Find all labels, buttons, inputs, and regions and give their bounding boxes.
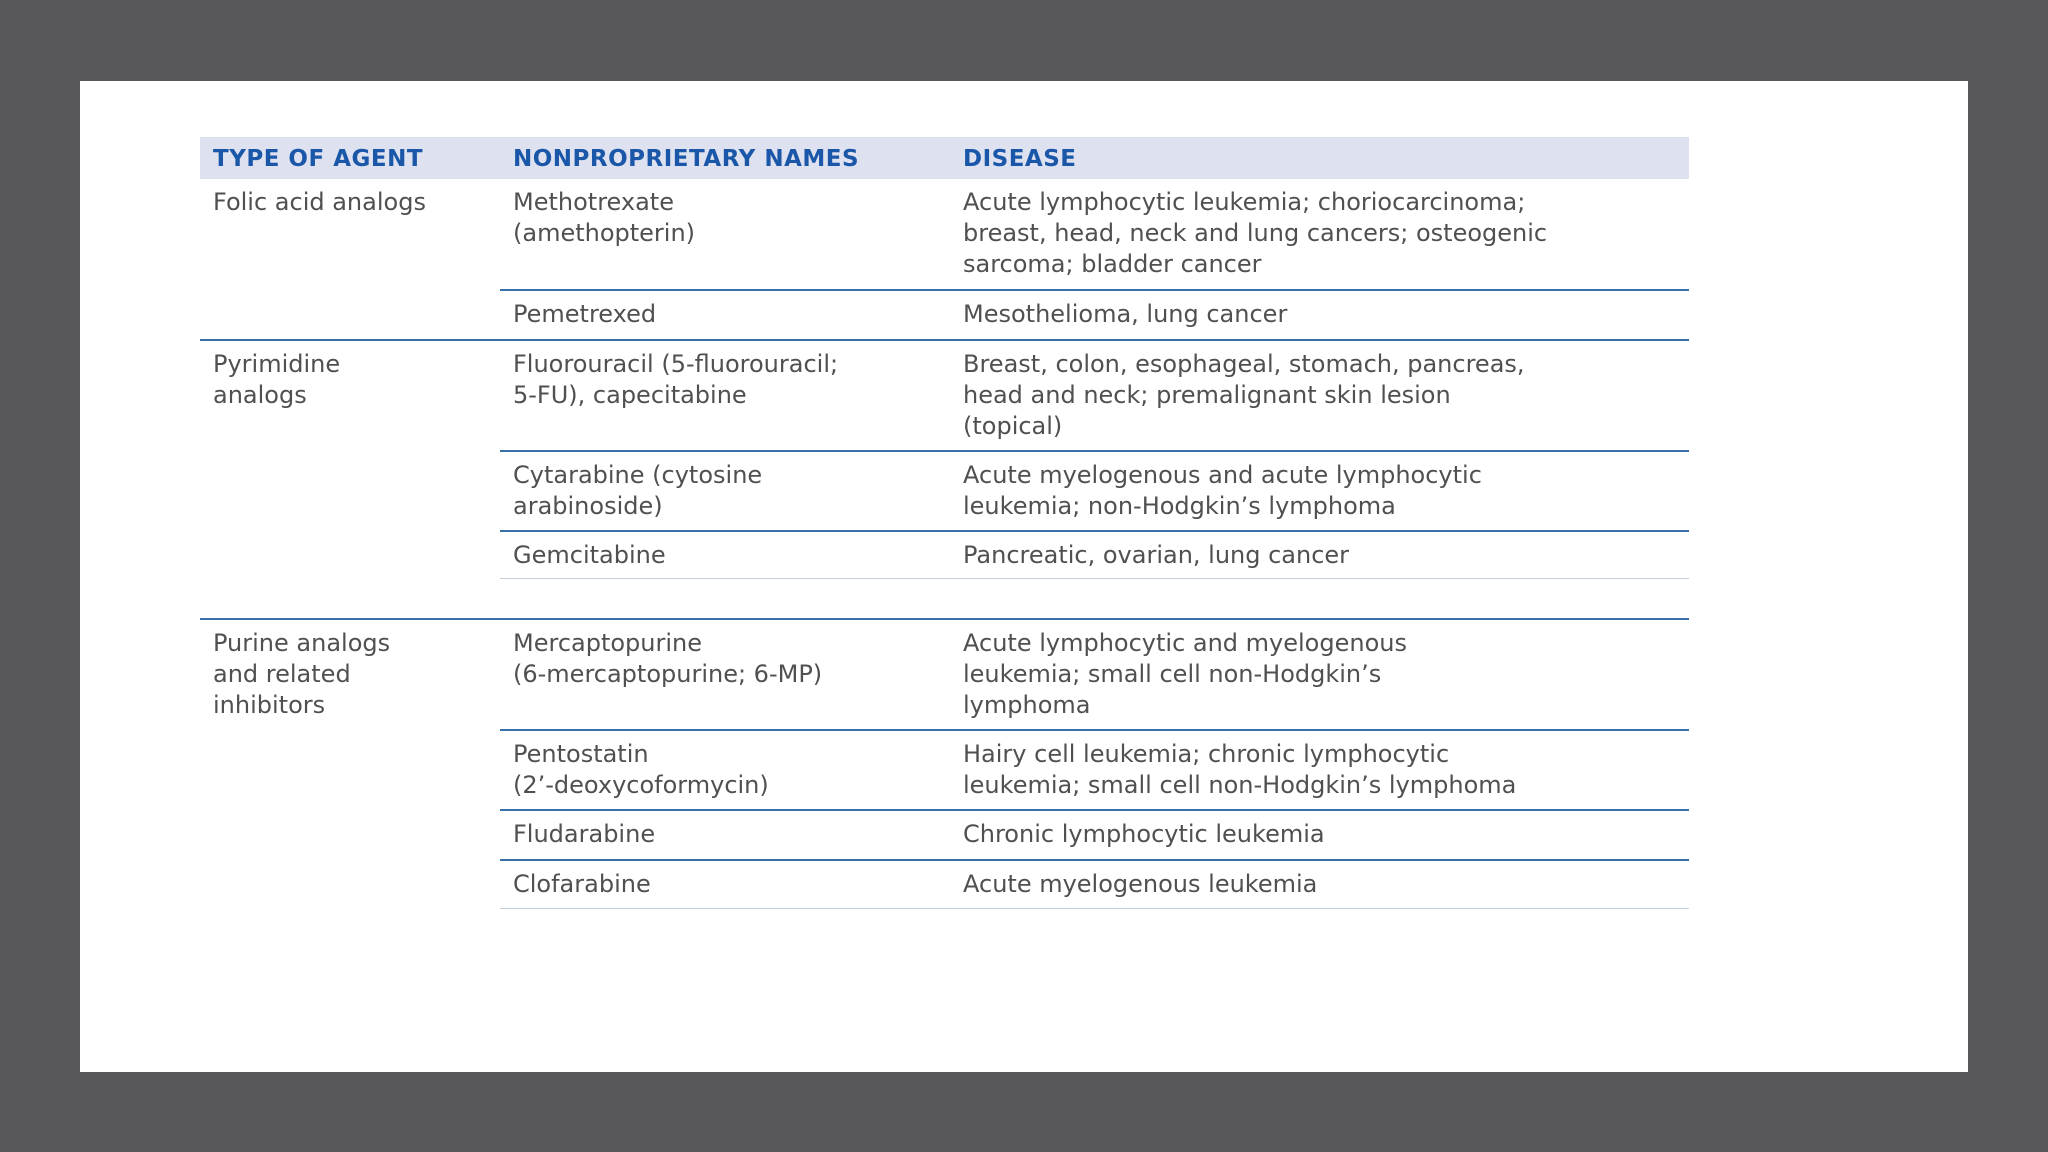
- names-cell: Fluorouracil (5-fluorouracil; 5-FU), capecitabine: [513, 350, 839, 409]
- table-row: [200, 291, 1689, 341]
- drug-table: [200, 137, 1689, 909]
- disease-cell: Hairy cell leukemia; chronic lymphocytic leukemia; small cell non-Hodgkin’s lymphoma: [963, 740, 1517, 799]
- names-cell: Clofarabine: [513, 870, 651, 898]
- table-row: [200, 179, 1689, 291]
- disease-cell: Pancreatic, ovarian, lung cancer: [963, 541, 1350, 569]
- disease-cell: Acute myelogenous leukemia: [963, 870, 1318, 898]
- names-cell: Fludarabine: [513, 820, 656, 848]
- type-cell: Pyrimidine analogs: [213, 350, 341, 409]
- disease-cell: Acute lymphocytic leukemia; choriocarcinoma; breast, head, neck and lung cancers; osteogenic sarcoma; bladder cancer: [963, 188, 1548, 278]
- row-divider: [500, 908, 1689, 910]
- table-row: [200, 532, 1689, 579]
- table-row: [200, 452, 1689, 532]
- table-row: [200, 341, 1689, 452]
- disease-cell: Acute lymphocytic and myelogenous leukemia; small cell non-Hodgkin’s lymphoma: [963, 629, 1407, 719]
- disease-cell: Acute myelogenous and acute lymphocytic leukemia; non-Hodgkin’s lymphoma: [963, 461, 1482, 520]
- type-cell: Folic acid analogs: [213, 188, 426, 216]
- names-cell: Pemetrexed: [513, 300, 657, 328]
- disease-cell: Chronic lymphocytic leukemia: [963, 820, 1325, 848]
- disease-cell: Breast, colon, esophageal, stomach, pancreas, head and neck; premalignant skin lesion (topical): [963, 350, 1525, 440]
- table-row: [200, 731, 1689, 811]
- disease-cell: Mesothelioma, lung cancer: [963, 300, 1288, 328]
- header-type-of-agent: TYPE OF AGENT: [213, 146, 424, 172]
- table-row: [200, 620, 1689, 731]
- names-cell: Gemcitabine: [513, 541, 666, 569]
- table-row: [200, 861, 1689, 909]
- table-header: [200, 137, 1689, 179]
- slide: [80, 81, 1968, 1072]
- names-cell: Pentostatin (2’-deoxycoformycin): [513, 740, 769, 799]
- type-cell: Purine analogs and related inhibitors: [213, 629, 391, 719]
- spacer-row: [200, 579, 1689, 620]
- names-cell: Cytarabine (cytosine arabinoside): [513, 461, 763, 520]
- table-row: [200, 811, 1689, 861]
- names-cell: Methotrexate (amethopterin): [513, 188, 696, 247]
- header-nonproprietary-names: NONPROPRIETARY NAMES: [513, 146, 860, 172]
- names-cell: Mercaptopurine (6-mercaptopurine; 6-MP): [513, 629, 823, 688]
- header-disease: DISEASE: [963, 146, 1077, 172]
